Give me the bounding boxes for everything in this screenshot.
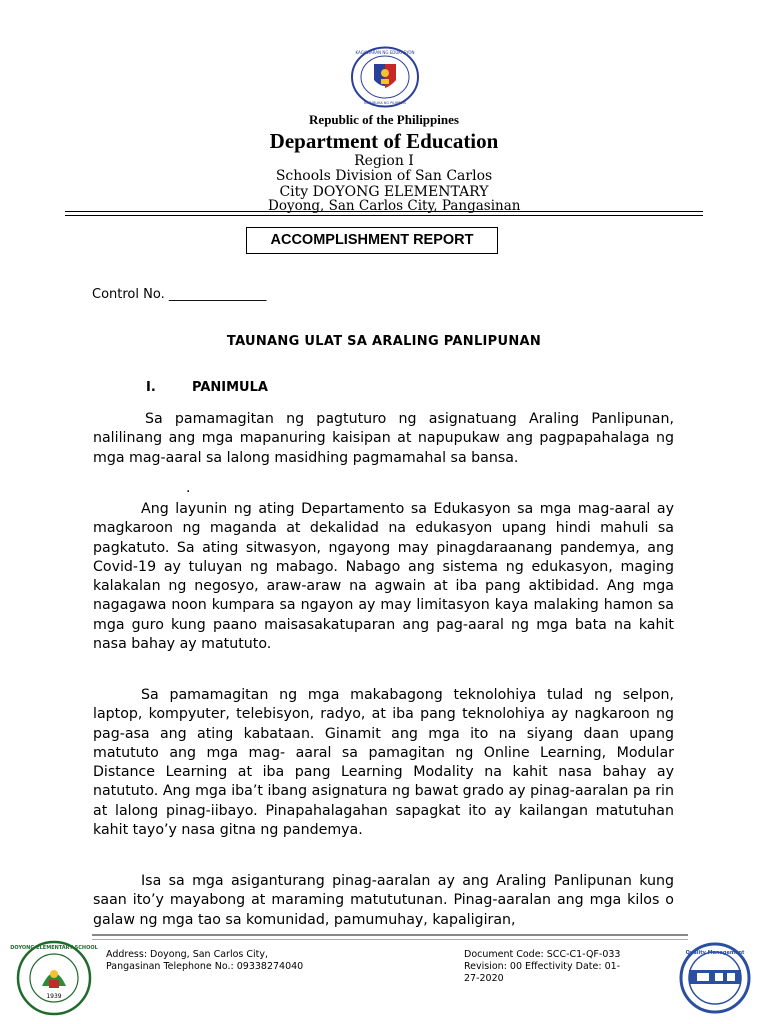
section-heading: PANIMULA: [192, 380, 268, 395]
republic-heading: Republic of the Philippines: [309, 112, 459, 127]
footer-document-code: Document Code: SCC-C1-QF-033 Revision: 00 Effectivity Date: 01-27-2020: [464, 949, 621, 984]
footer-address: Address: Doyong, San Carlos City, Pangasinan Telephone No.: 09338274040: [106, 949, 304, 972]
quality-management-logo-icon: [675, 940, 755, 1016]
document-title: TAUNANG ULAT SA ARALING PANLIPUNAN: [226, 334, 542, 349]
qms-logo-text: Quality Management: [685, 950, 745, 956]
stray-dot: .: [186, 480, 191, 496]
paragraph-2-text: Ang layunin ng ating Departamento sa Edukasyon sa mga mag-aaral ay magkaroon ng maganda at dekalidad na edukasyon upang hindi mahuli sa pagkatuto. Sa ating sitwasyon, ngayong may pinagdaraanang pandemya, ang Covid-19 ay tuluyan ng mabago. Nabago ang sistema ng edukasyon, maging kalakalan ng negosyo, araw-araw na agwain at iba pang aktibidad. Ang mga nagagawa noon kumpara sa ngayon ay may limitasyon kaya malaking hamon sa mga guro kung paano maisasakatuparan ang pag-aaral ng mga bata na kahit nasa bahay ay matututo.: [93, 501, 674, 653]
paragraph-3-text: Sa pamamagitan ng mga makabagong teknolohiya tulad ng selpon, laptop, kompyuter, telebisyon, radyo, at iba pang teknolohiya ay nagkaroon ng pag-asa ang ating kabataan. Ginamit ang mga ito na siyang daan upang matututo ang mga mag- aaral sa pamagitan ng Online Learning, Modular Distance Learning at iba pang Learning Modality na kahit nasa bahay ay natututo. Ang mga iba’t ibang asignatura ng bawat grado ay pinag-aaralan pa rin at lalong pinag-iibayo. Pinapahalagahan sapagkat ito ay kailangan matutuhan kahit tayo’y nasa gitna ng pandemya.: [93, 687, 674, 839]
section-number: I.: [146, 380, 156, 395]
school-logo-text: DOYONG ELEMENTARY SCHOOL: [10, 945, 98, 951]
paragraph-1: [93, 410, 674, 468]
control-number: Control No. _______________: [92, 287, 267, 302]
header-rule-top: [65, 211, 703, 212]
seal-text-top: KAGAWARAN NG EDUKASYON: [355, 50, 415, 55]
footer-rule-bottom: [92, 939, 688, 940]
paragraph-4-text: Isa sa mga asiganturang pinag-aaralan ay ang Araling Panlipunan kung saan ito’y mayabong at maraming matututunan. Pinag-aaralan ang mga kilos o galaw ng mga tao sa komunidad, pamumuhay, kapaligiran,: [93, 873, 674, 928]
paragraph-4: [93, 872, 674, 930]
school-line: City DOYONG ELEMENTARY: [279, 184, 489, 200]
header-rule-bottom: [65, 215, 703, 216]
paragraph-1-text: Sa pamamagitan ng pagtuturo ng asignatuang Araling Panlipunan, nalilinang ang mga mapanuring kaisipan at napupukaw ang pagpapahalaga ng mga mag-aaral sa lalong masidhing pagmamahal sa bansa.: [93, 411, 674, 466]
seal-text-bottom: REPUBLIKA NG PILIPINAS: [363, 101, 407, 105]
division-line: Schools Division of San Carlos: [275, 168, 493, 184]
school-address-line: Doyong, San Carlos City, Pangasinan: [268, 198, 521, 214]
footer-rule-top: [92, 934, 688, 936]
region-line: Region I: [354, 153, 414, 169]
deped-seal-icon: [350, 46, 420, 108]
paragraph-2: [93, 500, 674, 654]
school-logo-year: 1939: [46, 993, 62, 1000]
department-heading: Department of Education: [269, 129, 499, 153]
paragraph-3: [93, 686, 674, 840]
school-logo-icon: [10, 940, 98, 1016]
report-title-box: ACCOMPLISHMENT REPORT: [246, 227, 498, 254]
